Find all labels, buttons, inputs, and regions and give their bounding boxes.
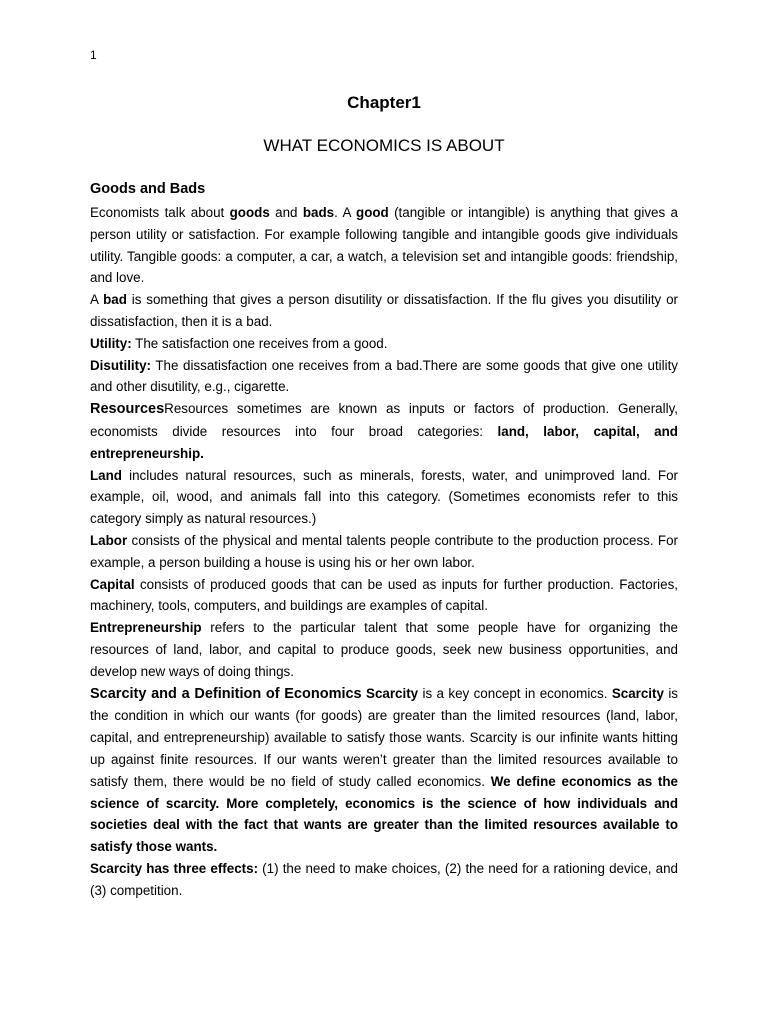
paragraph-scarcity-effects	[90, 858, 678, 902]
section-heading-scarcity: Scarcity and a Definition of Economics	[90, 685, 362, 702]
bold-term: bad	[103, 292, 127, 308]
paragraph-goods-definition	[90, 202, 678, 289]
paragraph-land	[90, 465, 678, 530]
bold-term: Scarcity	[361, 685, 419, 701]
bold-term: Entrepreneurship	[90, 620, 202, 636]
bold-term: Utility:	[90, 335, 132, 351]
bold-term: Scarcity has three effects:	[90, 860, 259, 876]
bold-term: good	[356, 205, 389, 220]
bold-term: Capital	[90, 576, 135, 592]
paragraph-scarcity	[90, 683, 678, 858]
bold-term: land, labor, capital, and entrepreneurship.	[90, 423, 678, 461]
bold-term: Land	[90, 467, 122, 483]
text-run: (1) the need to make choices, (2) the need for a rationing device, and (3) competition.	[90, 860, 678, 898]
bold-term: goods	[229, 205, 270, 220]
chapter-label: Chapter1	[347, 93, 421, 112]
text-run: refers to the particular talent that some people have for organizing the resources of land, labor, and capital to produce goods, seek new business opportunities, and develop new ways of doing things.	[90, 620, 678, 679]
text-run: consists of the physical and mental talents people contribute to the production process. For example, a person building a house is using his or her own labor.	[90, 532, 678, 570]
bold-term: Disutility:	[90, 357, 152, 373]
text-run: is a key concept in economics.	[418, 685, 612, 701]
chapter-title: WHAT ECONOMICS IS ABOUT	[263, 136, 505, 155]
section-heading-goods-and-bads: Goods and Bads	[90, 181, 206, 197]
bold-term: Labor	[90, 532, 128, 548]
text-run: A	[90, 292, 104, 308]
text-run: . A	[334, 205, 357, 220]
text-run: Economists talk about	[90, 205, 230, 220]
text-run: The satisfaction one receives from a good.	[131, 335, 388, 351]
paragraph-resources	[90, 398, 678, 464]
text-run: Resources sometimes are known as inputs or factors of production. Generally, economists divide resources into four broad categories:	[90, 401, 678, 439]
paragraph-disutility	[90, 355, 678, 399]
text-run: includes natural resources, such as minerals, forests, water, and unimproved land. For example, oil, wood, and animals fall into this category. (Sometimes economists refer to this category simply as natural resources.)	[90, 467, 678, 527]
text-run: The dissatisfaction one receives from a bad.There are some goods that give one utility and other disutility, e.g., cigarette.	[90, 357, 678, 395]
paragraph-capital	[90, 574, 678, 618]
text-run: consists of produced goods that can be used as inputs for further production. Factories, machinery, tools, computers, and buildings are examples of capital.	[90, 576, 678, 614]
section-heading-resources: Resources	[90, 401, 165, 418]
paragraph-labor	[90, 530, 678, 574]
text-run: (tangible or intangible) is anything that gives a person utility or satisfaction. For example following tangible and intangible goods give individuals utility. Tangible goods: a computer, a car, a watch, a television set and intangible goods: friendship, and love.	[90, 205, 678, 286]
document-body	[90, 178, 678, 902]
paragraph-bad-definition	[90, 289, 678, 333]
text-run: and	[269, 205, 303, 220]
paragraph-entrepreneurship	[90, 617, 678, 682]
text-run: is the condition in which our wants (for goods) are greater than the limited resources (land, labor, capital, and entrepreneurship) available to satisfy those wants. Scarcity is our infinite wants hitting up against finite resources. If our wants weren’t greater than the limited resources available to satisfy them, there would be no field of study called economics.	[90, 685, 678, 789]
bold-term: Scarcity	[611, 685, 664, 701]
paragraph-utility	[90, 333, 678, 355]
text-run: is something that gives a person disutility or dissatisfaction. If the flu gives you disutility or dissatisfaction, then it is a bad.	[90, 292, 678, 329]
bold-definition: We define economics as the science of scarcity. More completely, economics is the science of how individuals and societies deal with the fact that wants are greater than the limited resources available to satisfy those wants.	[90, 773, 679, 855]
page-number: 1	[90, 48, 97, 62]
bold-term: bads	[302, 205, 335, 220]
